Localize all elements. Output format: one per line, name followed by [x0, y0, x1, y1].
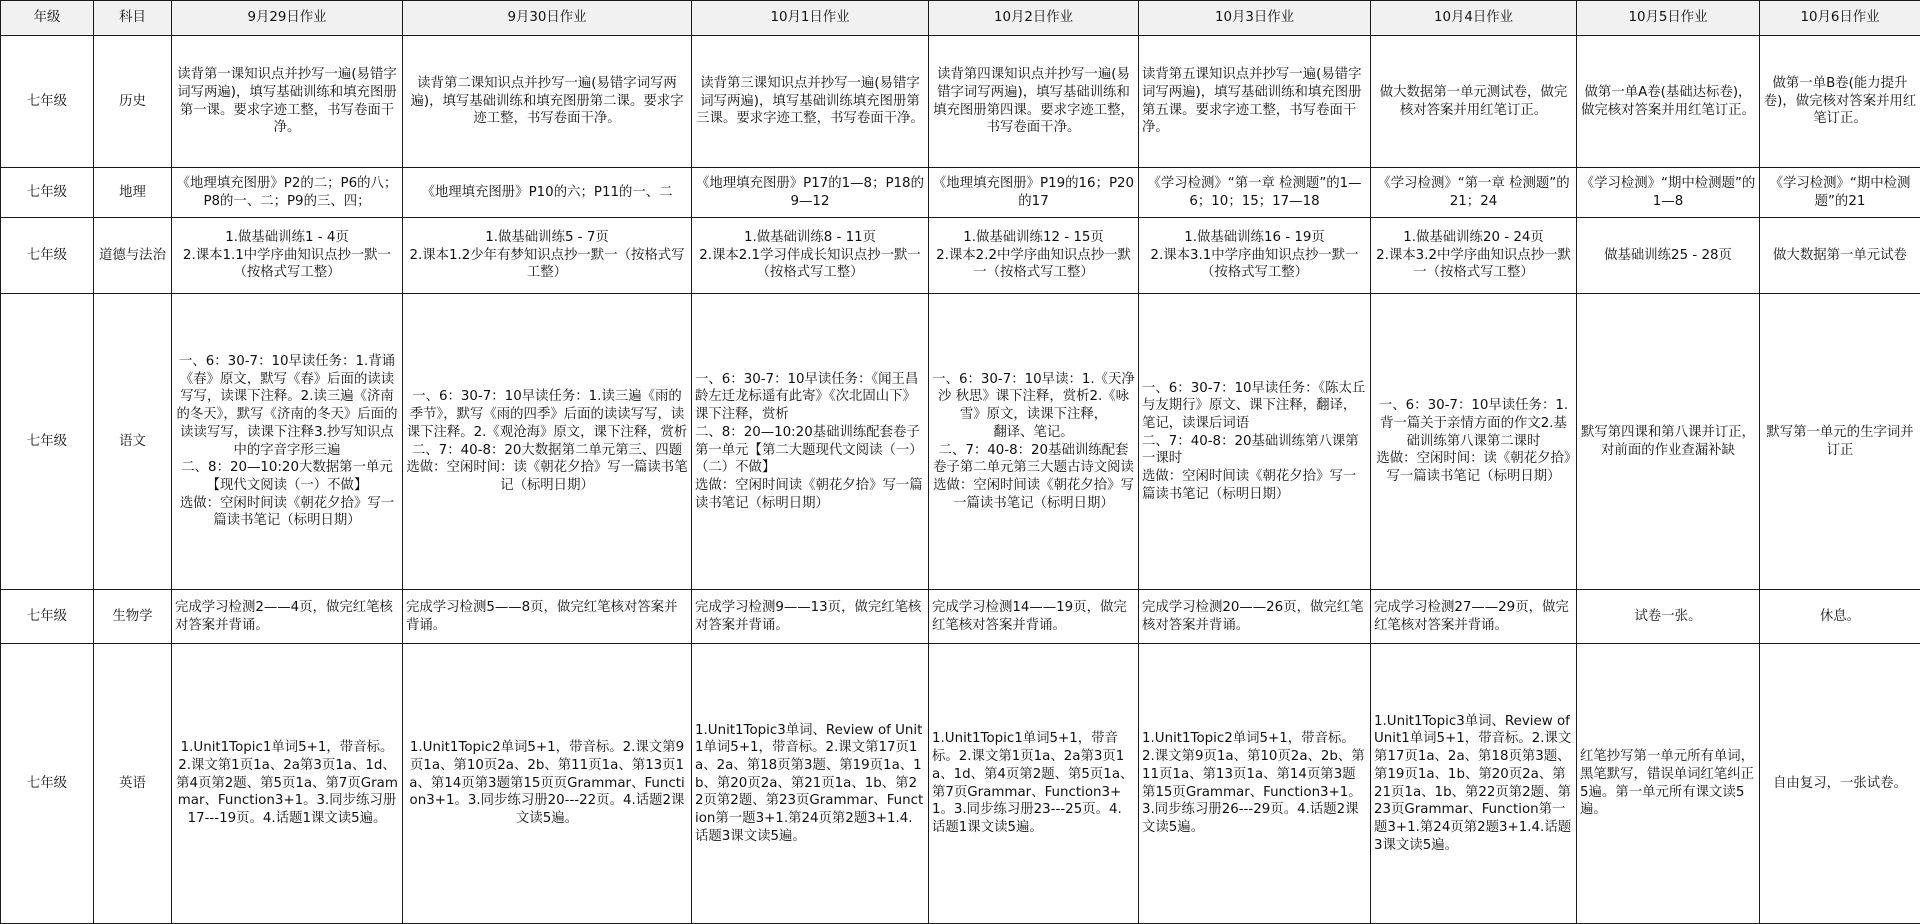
- homework-text: 1.做基础训练16 - 19页 2.课本3.1中学序曲知识点抄一默一（按格式写工整）: [1142, 229, 1367, 282]
- homework-text: 读背第一课知识点并抄写一遍(易错字词写两遍)，填写基础训练和填充图册第一课。要求字迹工整，书写卷面干净。: [175, 66, 399, 137]
- subject-cell: 英语: [94, 644, 172, 924]
- homework-cell: [1371, 590, 1577, 644]
- header-grade: 年级: [1, 1, 94, 36]
- row-english: [1, 644, 1920, 924]
- homework-cell: [929, 168, 1139, 218]
- homework-cell: [172, 590, 403, 644]
- header-day-1004: 10月4日作业: [1371, 1, 1577, 36]
- homework-cell: [929, 644, 1139, 924]
- homework-cell: [403, 36, 692, 168]
- homework-text: 一、6：30-7：10早读：1.《天净沙 秋思》课下注释，赏析2.《咏雪》原文，读课下注释， 翻译、笔记。 二、7：40-8：20基础训练配套卷子第二单元第三大题古诗文阅读 选做：空闲时间读《朝花夕拾》写一篇读书笔记（标明日期）: [932, 371, 1135, 513]
- homework-cell: [1760, 294, 1920, 590]
- homework-cell: [403, 218, 692, 294]
- header-day-0929: 9月29日作业: [172, 1, 403, 36]
- homework-text: 一、6：30-7：10早读任务：1.背一篇关于亲情方面的作文2.基础训练第八课第二课时 选做：空闲时间：读《朝花夕拾》写一篇读书笔记（标明日期）: [1374, 397, 1573, 485]
- homework-text: 试卷一张。: [1580, 608, 1756, 626]
- homework-cell: [172, 294, 403, 590]
- homework-cell: [1139, 168, 1371, 218]
- homework-cell: [692, 218, 929, 294]
- homework-text: 完成学习检测5——8页，做完红笔核对答案并背诵。: [406, 599, 688, 634]
- homework-text: 休息。: [1763, 608, 1917, 626]
- homework-text: 《学习检测》“第一章 检测题”的1—6；10；15；17—18: [1142, 175, 1367, 210]
- subject-cell: 地理: [94, 168, 172, 218]
- homework-text: 默写第四课和第八课并订正，对前面的作业查漏补缺: [1580, 424, 1756, 459]
- homework-text: 读背第三课知识点并抄写一遍(易错字词写两遍)，填写基础训练填充图册第三课。要求字迹工整，书写卷面干净。: [695, 75, 925, 128]
- homework-text: 《地理填充图册》P10的六；P11的一、二: [406, 184, 688, 202]
- homework-cell: [1139, 218, 1371, 294]
- homework-text: 1.做基础训练8 - 11页 2.课本2.1学习伴成长知识点抄一默一（按格式写工整）: [695, 229, 925, 282]
- subject-cell: 语文: [94, 294, 172, 590]
- row-history: [1, 36, 1920, 168]
- homework-text: 做基础训练25 - 28页: [1580, 247, 1756, 265]
- homework-cell: [403, 644, 692, 924]
- homework-cell: [1577, 590, 1760, 644]
- homework-cell: [1139, 36, 1371, 168]
- header-row: [1, 1, 1920, 36]
- homework-cell: [929, 294, 1139, 590]
- homework-cell: [1760, 218, 1920, 294]
- homework-cell: [1577, 218, 1760, 294]
- homework-cell: [172, 218, 403, 294]
- homework-text: 一、6：30-7：10早读任务：《闻王昌龄左迁龙标遥有此寄》《次北固山下》课下注释，赏析 二、8：20—10:20基础训练配套卷子第一单元【第二大题现代文阅读（一）（二）不做】 选做：空闲时间读《朝花夕拾》写一篇读书笔记（标明日期）: [695, 371, 925, 513]
- homework-cell: [1760, 36, 1920, 168]
- homework-text: 1.Unit1Topic2单词5+1，带音标。2.课文第9页1a、第10页2a、2b、第11页1a、第13页1a、第14页第3题第15页Grammar、Function3+1。3.同步练习册26---29页。4.话题2课文读5遍。: [1142, 730, 1367, 836]
- homework-cell: [172, 644, 403, 924]
- homework-text: 1.做基础训练1 - 4页 2.课本1.1中学序曲知识点抄一默一（按格式写工整）: [175, 229, 399, 282]
- homework-cell: [692, 294, 929, 590]
- homework-text: 读背第二课知识点并抄写一遍(易错字词写两遍)，填写基础训练和填充图册第二课。要求字迹工整，书写卷面干净。: [406, 75, 688, 128]
- homework-cell: [692, 644, 929, 924]
- homework-cell: [1577, 294, 1760, 590]
- homework-text: 做第一单A卷(基础达标卷)，做完核对答案并用红笔订正。: [1580, 84, 1756, 119]
- homework-cell: [1371, 36, 1577, 168]
- homework-cell: [172, 36, 403, 168]
- homework-text: 完成学习检测20——26页，做完红笔核对答案并背诵。: [1142, 599, 1367, 634]
- homework-text: 1.Unit1Topic2单词5+1，带音标。2.课文第9页1a、第10页2a、2b、第11页1a、第13页1a、第14页第3题第15页页Grammar、Function3+1。3.同步练习册20---22页。4.话题2课文读5遍。: [406, 739, 688, 827]
- row-morality-law: [1, 218, 1920, 294]
- header-day-1002: 10月2日作业: [929, 1, 1139, 36]
- homework-cell: [1760, 644, 1920, 924]
- homework-text: 完成学习检测27——29页，做完红笔核对答案并背诵。: [1374, 599, 1573, 634]
- homework-cell: [692, 590, 929, 644]
- row-biology: [1, 590, 1920, 644]
- grade-cell: 七年级: [1, 168, 94, 218]
- homework-text: 默写第一单元的生字词并订正: [1763, 424, 1917, 459]
- homework-cell: [403, 294, 692, 590]
- homework-text: 《学习检测》“第一章 检测题”的21；24: [1374, 175, 1573, 210]
- homework-cell: [929, 218, 1139, 294]
- homework-text: 1.Unit1Topic3单词、Review of Unit1单词5+1，带音标。2.课文第17页1a、2a、第18页第3题、第19页1a、1b、第20页2a、第21页1a、1b、第22页第2题、第23页Grammar、Function第一题3+1.第24页第2题3+1.4.话题3课文读5遍。: [695, 722, 925, 846]
- homework-cell: [1371, 294, 1577, 590]
- homework-cell: [692, 168, 929, 218]
- header-subject: 科目: [94, 1, 172, 36]
- header-day-1006: 10月6日作业: [1760, 1, 1920, 36]
- homework-text: 1.做基础训练5 - 7页 2.课本1.2少年有梦知识点抄一默一（按格式写工整）: [406, 229, 688, 282]
- homework-cell: [1760, 168, 1920, 218]
- homework-text: 《地理填充图册》P19的16；P20的17: [932, 175, 1135, 210]
- homework-cell: [1371, 168, 1577, 218]
- homework-cell: [1371, 218, 1577, 294]
- header-day-1001: 10月1日作业: [692, 1, 929, 36]
- homework-text: 《地理填充图册》P17的1—8；P18的9—12: [695, 175, 925, 210]
- homework-text: 1.Unit1Topic1单词5+1，带音标。2.课文第1页1a、2a第3页1a、1d、第4页第2题、第5页1a、第7页Grammar、Function3+1。3.同步练习册23---25页。4.话题1课文读5遍。: [932, 730, 1135, 836]
- homework-text: 读背第五课知识点并抄写一遍(易错字词写两遍)，填写基础训练和填充图册第五课。要求字迹工整，书写卷面干净。: [1142, 66, 1367, 137]
- grade-cell: 七年级: [1, 294, 94, 590]
- subject-cell: 道德与法治: [94, 218, 172, 294]
- homework-cell: [403, 590, 692, 644]
- homework-cell: [692, 36, 929, 168]
- row-chinese: [1, 294, 1920, 590]
- subject-cell: 生物学: [94, 590, 172, 644]
- homework-cell: [929, 590, 1139, 644]
- homework-cell: [1139, 590, 1371, 644]
- homework-text: 1.做基础训练12 - 15页 2.课本2.2中学序曲知识点抄一默一（按格式写工整）: [932, 229, 1135, 282]
- homework-cell: [1577, 644, 1760, 924]
- homework-cell: [1577, 168, 1760, 218]
- homework-text: 做大数据第一单元试卷: [1763, 247, 1917, 265]
- homework-cell: [172, 168, 403, 218]
- homework-text: 一、6：30-7：10早读任务：《陈太丘与友期行》原文、课下注释，翻译，笔记，读课后词语 二、7：40-8：20基础训练第八课第一课时 选做：空闲时间读《朝花夕拾》写一篇读书笔记（标明日期）: [1142, 380, 1367, 504]
- homework-text: 完成学习检测2——4页，做完红笔核对答案并背诵。: [175, 599, 399, 634]
- homework-text: 《学习检测》“期中检测题”的21: [1763, 175, 1917, 210]
- homework-text: 读背第四课知识点并抄写一遍(易错字词写两遍)，填写基础训练和填充图册第四课。要求字迹工整，书写卷面干净。: [932, 66, 1135, 137]
- homework-text: 一、6：30-7：10早读任务：1.读三遍《雨的季节》，默写《雨的四季》后面的读读写写，读课下注释。2.《观沧海》原文，课下注释，赏析 二、7：40-8：20大数据第二单元第三、四题 选做：空闲时间：读《朝花夕拾》写一篇读书笔记（标明日期）: [406, 388, 688, 494]
- homework-cell: [1577, 36, 1760, 168]
- homework-text: 完成学习检测14——19页，做完红笔核对答案并背诵。: [932, 599, 1135, 634]
- homework-cell: [1139, 644, 1371, 924]
- header-day-0930: 9月30日作业: [403, 1, 692, 36]
- header-day-1005: 10月5日作业: [1577, 1, 1760, 36]
- homework-text: 1.Unit1Topic3单词、Review of Unit1单词5+1，带音标。2.课文第17页1a、2a、第18页第3题、第19页1a、1b、第20页2a、第21页1a、1b、第22页第2题、第23页Grammar、Function第一题3+1.第24页第2题3+1.4.话题3课文读5遍。: [1374, 713, 1573, 855]
- homework-text: 自由复习，一张试卷。: [1763, 775, 1917, 793]
- homework-text: 完成学习检测9——13页，做完红笔核对答案并背诵。: [695, 599, 925, 634]
- grade-cell: 七年级: [1, 36, 94, 168]
- header-day-1003: 10月3日作业: [1139, 1, 1371, 36]
- homework-text: 1.做基础训练20 - 24页 2.课本3.2中学序曲知识点抄一默一（按格式写工整）: [1374, 229, 1573, 282]
- homework-text: 《地理填充图册》P2的二；P6的八；P8的一、二；P9的三、四；: [175, 175, 399, 210]
- grade-cell: 七年级: [1, 644, 94, 924]
- grade-cell: 七年级: [1, 218, 94, 294]
- homework-text: 1.Unit1Topic1单词5+1，带音标。2.课文第1页1a、2a第3页1a、1d、第4页第2题、第5页1a、第7页Grammar、Function3+1。3.同步练习册17---19页。4.话题1课文读5遍。: [175, 739, 399, 827]
- homework-text: 做第一单B卷(能力提升卷)，做完核对答案并用红笔订正。: [1763, 75, 1917, 128]
- homework-text: 做大数据第一单元测试卷，做完核对答案并用红笔订正。: [1374, 84, 1573, 119]
- homework-cell: [403, 168, 692, 218]
- grade-cell: 七年级: [1, 590, 94, 644]
- subject-cell: 历史: [94, 36, 172, 168]
- homework-text: 一、6：30-7：10早读任务：1.背诵《春》原文，默写《春》后面的读读写写，读课下注释。2.读三遍《济南的冬天》，默写《济南的冬天》后面的读读写写，读课下注释3.抄写知识点中的字音字形三遍 二、8：20—10:20大数据第一单元【现代文阅读（一）不做】 选做：空闲时间读《朝花夕拾》写一篇读书笔记（标明日期）: [175, 353, 399, 530]
- homework-cell: [929, 36, 1139, 168]
- homework-cell: [1139, 294, 1371, 590]
- homework-text: 《学习检测》“期中检测题”的1—8: [1580, 175, 1756, 210]
- row-geography: [1, 168, 1920, 218]
- homework-text: 红笔抄写第一单元所有单词，黑笔默写，错误单词红笔纠正5遍。第一单元所有课文读5遍。: [1580, 748, 1756, 819]
- homework-cell: [1760, 590, 1920, 644]
- homework-cell: [1371, 644, 1577, 924]
